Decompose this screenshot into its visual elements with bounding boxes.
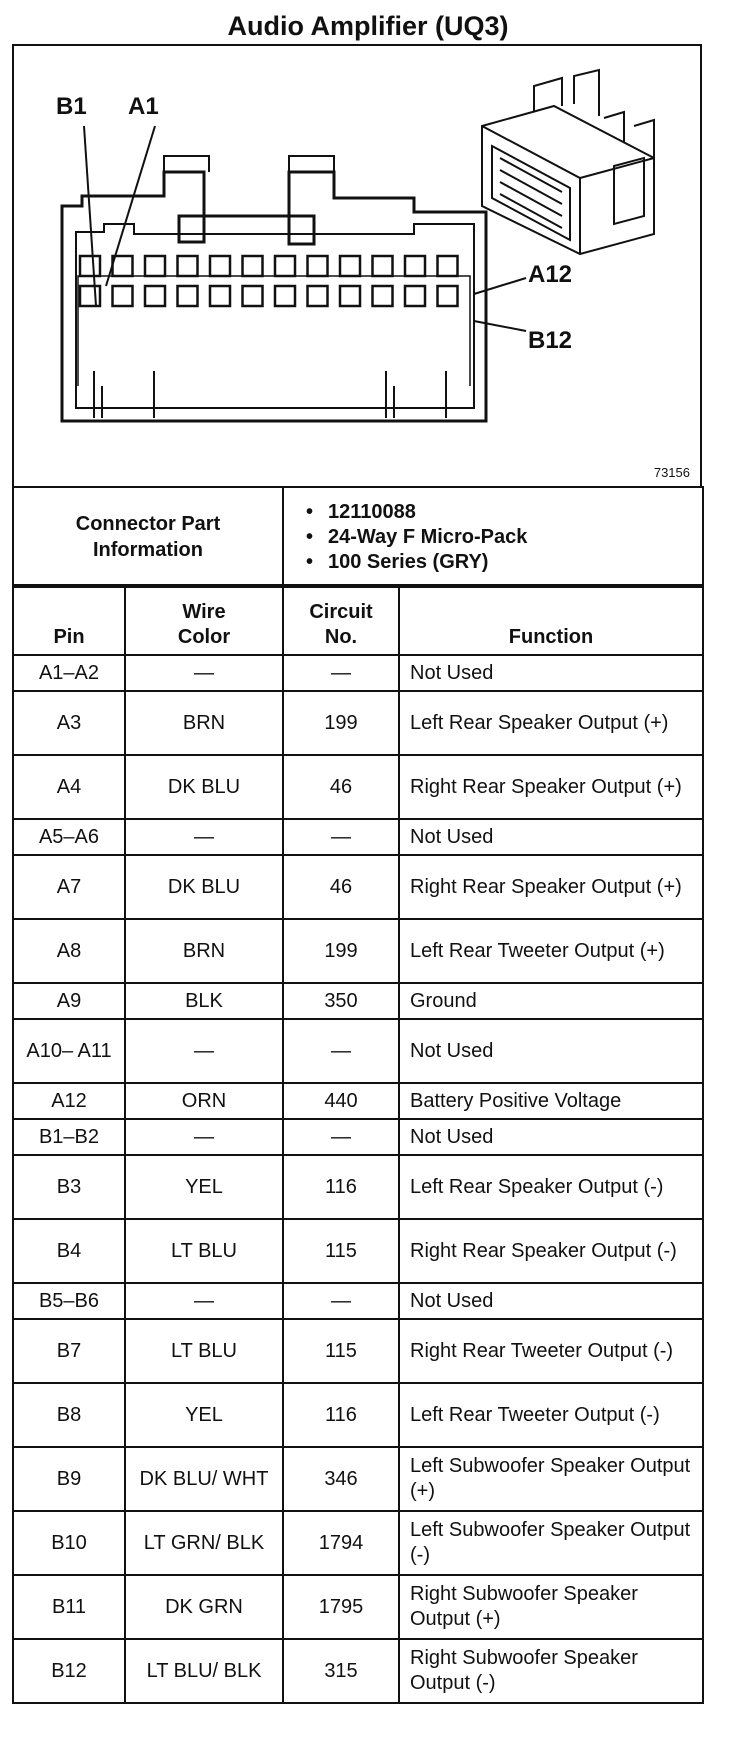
function-cell: Not Used — [399, 1283, 703, 1319]
pin-cavity — [210, 286, 230, 306]
function-cell: Left Rear Tweeter Output (-) — [399, 1383, 703, 1447]
pin-cavity — [275, 286, 295, 306]
pin-cell: A8 — [13, 919, 125, 983]
pin-cavity — [80, 256, 100, 276]
circuit-no-cell: 440 — [283, 1083, 399, 1119]
wire-color-cell: LT BLU — [125, 1319, 283, 1383]
pinout-header-row — [13, 585, 703, 655]
wire-color-cell: BRN — [125, 691, 283, 755]
table-row — [13, 655, 703, 691]
circuit-no-cell: 315 — [283, 1639, 399, 1703]
label-a1: A1 — [128, 93, 159, 120]
wire-color-cell: DK BLU — [125, 855, 283, 919]
pin-cavity — [178, 256, 198, 276]
pin-cell: B1–B2 — [13, 1119, 125, 1155]
table-row — [13, 1219, 703, 1283]
table-row — [13, 1639, 703, 1703]
connector-part-list — [283, 487, 703, 587]
connector-part-label-line2: Information — [93, 539, 203, 561]
header-circuit-line1: Circuit — [309, 601, 373, 623]
table-row — [13, 1447, 703, 1511]
table-row — [13, 1283, 703, 1319]
wire-color-cell: LT BLU — [125, 1219, 283, 1283]
pin-cell: A7 — [13, 855, 125, 919]
connector-figure — [12, 44, 702, 486]
wire-color-cell: — — [125, 655, 283, 691]
function-cell: Left Rear Speaker Output (+) — [399, 691, 703, 755]
connector-part-item: • 12110088 — [328, 500, 702, 525]
pin-cell: B5–B6 — [13, 1283, 125, 1319]
header-circuit-no — [283, 585, 399, 655]
function-cell: Not Used — [399, 655, 703, 691]
label-b1: B1 — [56, 93, 87, 120]
circuit-no-cell: 46 — [283, 855, 399, 919]
pin-cavity — [405, 286, 425, 306]
function-cell: Left Subwoofer Speaker Output (+) — [399, 1447, 703, 1511]
table-row — [13, 1119, 703, 1155]
wire-color-cell: — — [125, 819, 283, 855]
header-wire-color — [125, 585, 283, 655]
connector-part-label-line1: Connector Part — [75, 513, 221, 535]
function-cell: Right Rear Tweeter Output (-) — [399, 1319, 703, 1383]
circuit-no-cell: 1794 — [283, 1511, 399, 1575]
wire-color-cell: DK BLU/ WHT — [125, 1447, 283, 1511]
pin-cavity — [243, 286, 263, 306]
connector-part-item: • 100 Series (GRY) — [328, 550, 702, 575]
table-row — [13, 819, 703, 855]
pin-cell: B3 — [13, 1155, 125, 1219]
circuit-no-cell: 116 — [283, 1383, 399, 1447]
pin-cavity — [308, 286, 328, 306]
circuit-no-cell: 115 — [283, 1319, 399, 1383]
pin-cell: A3 — [13, 691, 125, 755]
table-row — [13, 1383, 703, 1447]
pin-cavity — [340, 256, 360, 276]
circuit-no-cell: 1795 — [283, 1575, 399, 1639]
pin-cavities — [80, 256, 458, 306]
pin-cavity — [113, 286, 133, 306]
pin-cavity — [373, 286, 393, 306]
table-row — [13, 1083, 703, 1119]
header-wire-line2: Color — [177, 626, 231, 648]
pin-cavity — [438, 286, 458, 306]
circuit-no-cell: 346 — [283, 1447, 399, 1511]
function-cell: Left Rear Tweeter Output (+) — [399, 919, 703, 983]
function-cell: Right Subwoofer Speaker Output (+) — [399, 1575, 703, 1639]
table-row — [13, 755, 703, 819]
circuit-no-cell: 199 — [283, 919, 399, 983]
header-circuit-line2: No. — [324, 626, 358, 648]
table-row — [13, 1019, 703, 1083]
table-row — [13, 919, 703, 983]
function-cell: Not Used — [399, 1019, 703, 1083]
pin-cavity — [308, 256, 328, 276]
circuit-no-cell: 350 — [283, 983, 399, 1019]
pin-cell: B10 — [13, 1511, 125, 1575]
circuit-no-cell: 199 — [283, 691, 399, 755]
function-cell: Right Subwoofer Speaker Output (-) — [399, 1639, 703, 1703]
table-row — [13, 1511, 703, 1575]
pin-cell: B8 — [13, 1383, 125, 1447]
table-row — [13, 691, 703, 755]
function-cell: Right Rear Speaker Output (+) — [399, 855, 703, 919]
pin-cell: A10– A11 — [13, 1019, 125, 1083]
pin-cavity — [405, 256, 425, 276]
pin-cell: B11 — [13, 1575, 125, 1639]
figure-number: 73156 — [653, 465, 690, 480]
circuit-no-cell: 115 — [283, 1219, 399, 1283]
function-cell: Right Rear Speaker Output (-) — [399, 1219, 703, 1283]
wire-color-cell: — — [125, 1283, 283, 1319]
circuit-no-cell: — — [283, 1119, 399, 1155]
pin-cell: A5–A6 — [13, 819, 125, 855]
connector-drawing — [14, 46, 704, 488]
pin-cell: B7 — [13, 1319, 125, 1383]
connector-3d-view — [482, 70, 654, 254]
connector-part-item: • 24-Way F Micro-Pack — [328, 525, 702, 550]
pin-cell: A12 — [13, 1083, 125, 1119]
pin-cell: A9 — [13, 983, 125, 1019]
pin-cavity — [178, 286, 198, 306]
circuit-no-cell: 116 — [283, 1155, 399, 1219]
wire-color-cell: ORN — [125, 1083, 283, 1119]
function-cell: Not Used — [399, 819, 703, 855]
pin-cavity — [210, 256, 230, 276]
function-cell: Battery Positive Voltage — [399, 1083, 703, 1119]
circuit-no-cell: 46 — [283, 755, 399, 819]
table-row — [13, 983, 703, 1019]
label-a12: A12 — [528, 261, 573, 288]
wire-color-cell: — — [125, 1019, 283, 1083]
table-row — [13, 855, 703, 919]
pin-cavity — [438, 256, 458, 276]
page-title: Audio Amplifier (UQ3) — [227, 11, 509, 41]
wire-color-cell: DK GRN — [125, 1575, 283, 1639]
wire-color-cell: LT GRN/ BLK — [125, 1511, 283, 1575]
wire-color-cell: YEL — [125, 1383, 283, 1447]
table-row — [13, 1319, 703, 1383]
pin-cavity — [113, 256, 133, 276]
circuit-no-cell: — — [283, 819, 399, 855]
pin-cavity — [243, 256, 263, 276]
pin-cavity — [145, 286, 165, 306]
header-pin: Pin — [13, 585, 125, 655]
connector-info-table — [12, 486, 704, 588]
label-b12: B12 — [528, 327, 573, 354]
function-cell: Not Used — [399, 1119, 703, 1155]
connector-part-label — [13, 487, 283, 587]
wire-color-cell: DK BLU — [125, 755, 283, 819]
function-cell: Ground — [399, 983, 703, 1019]
wire-color-cell: YEL — [125, 1155, 283, 1219]
table-row — [13, 1575, 703, 1639]
pin-cavity — [275, 256, 295, 276]
function-cell: Right Rear Speaker Output (+) — [399, 755, 703, 819]
table-row — [13, 1155, 703, 1219]
function-cell: Left Rear Speaker Output (-) — [399, 1155, 703, 1219]
function-cell: Left Subwoofer Speaker Output (-) — [399, 1511, 703, 1575]
wire-color-cell: BLK — [125, 983, 283, 1019]
wire-color-cell: — — [125, 1119, 283, 1155]
pin-cell: A4 — [13, 755, 125, 819]
pin-cavity — [145, 256, 165, 276]
pinout-table — [12, 584, 704, 1704]
header-function: Function — [399, 585, 703, 655]
wire-color-cell: BRN — [125, 919, 283, 983]
pin-cell: B12 — [13, 1639, 125, 1703]
pin-cavity — [373, 256, 393, 276]
pin-cell: B4 — [13, 1219, 125, 1283]
pin-cavity — [80, 286, 100, 306]
pin-cell: B9 — [13, 1447, 125, 1511]
circuit-no-cell: — — [283, 1019, 399, 1083]
circuit-no-cell: — — [283, 1283, 399, 1319]
header-wire-line1: Wire — [182, 601, 226, 623]
circuit-no-cell: — — [283, 655, 399, 691]
pin-cavity — [340, 286, 360, 306]
pin-cell: A1–A2 — [13, 655, 125, 691]
wire-color-cell: LT BLU/ BLK — [125, 1639, 283, 1703]
